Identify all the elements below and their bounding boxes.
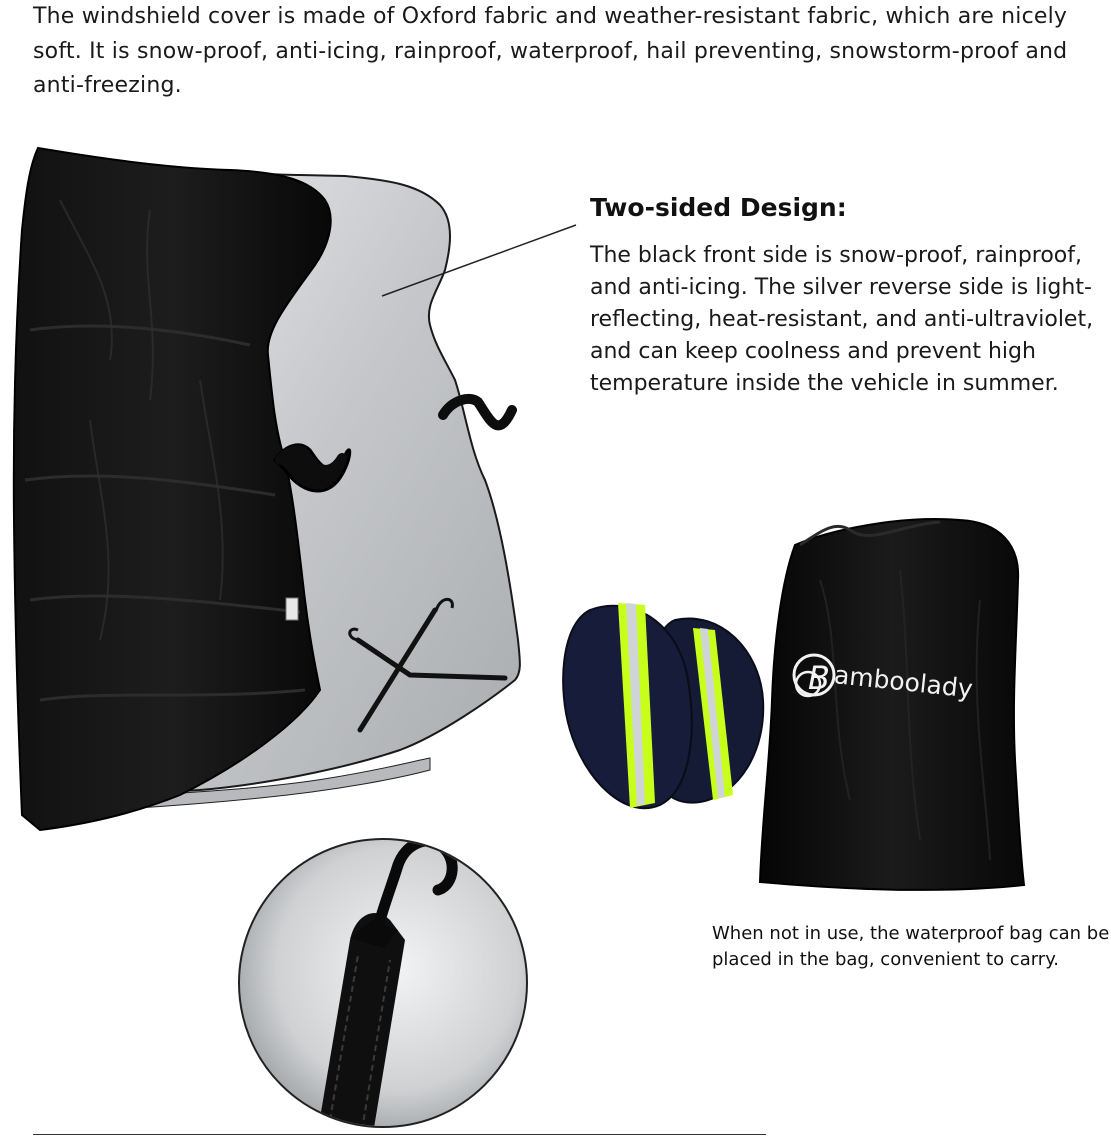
- product-description: The windshield cover is made of Oxford fabric and weather-resistant fabric, which are nicely soft. It is snow-proof, anti-icing, rainproof, waterproof, hail preventing, snowstorm-proof and anti-freezing.: [33, 4, 1068, 98]
- brand-initial: B: [808, 659, 830, 697]
- black-front-side: [14, 148, 331, 830]
- storage-bag: [760, 519, 1024, 890]
- windshield-cover: [14, 148, 520, 830]
- bottom-divider: [33, 1134, 766, 1135]
- care-label: [286, 598, 298, 620]
- callout-title: Two-sided Design:: [590, 193, 847, 222]
- hook-zoom-circle: [239, 839, 527, 1138]
- callout-description: The black front side is snow-proof, rainproof, and anti-icing. The silver reverse side is light-reflecting, heat-resistant, and anti-ultraviolet, and can keep coolness and prevent high temperature inside the vehicle in summer.: [590, 243, 1094, 396]
- bag-note: When not in use, the waterproof bag can be placed in the bag, convenient to carry.: [712, 923, 1110, 970]
- mirror-covers: [563, 603, 763, 808]
- brand-name: amboolady: [832, 660, 975, 704]
